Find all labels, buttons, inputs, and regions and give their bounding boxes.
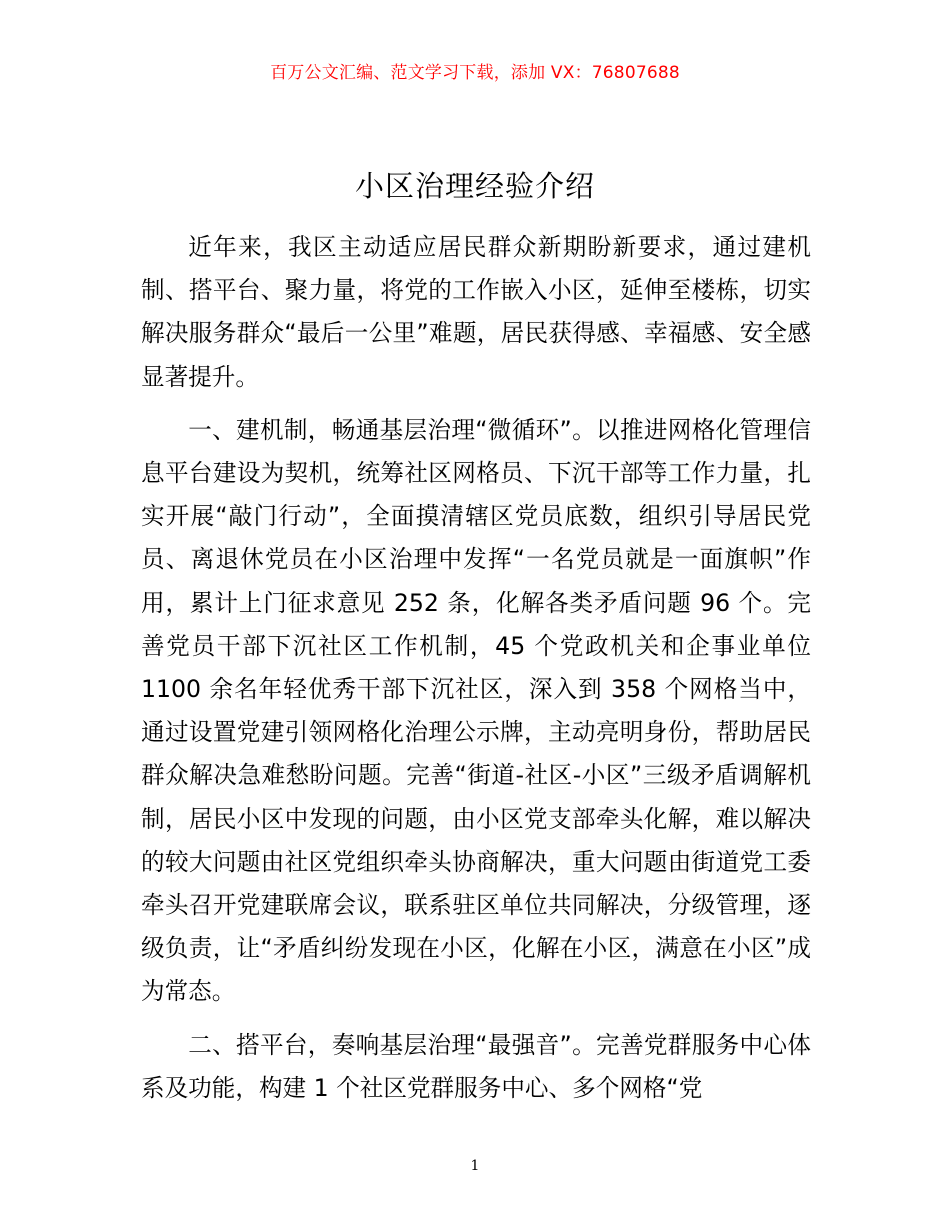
paragraph-section-2: 二、搭平台，奏响基层治理“最强音”。完善党群服务中心体系及功能，构建 1 个社区党群服务中心、多个网格“党 [141,1030,811,1102]
watermark-header: 百万公文汇编、范文学习下载，添加 VX：76807688 [270,63,680,83]
document-body [141,226,811,1110]
paragraph-section-1: 一、建机制，畅通基层治理“微循环”。以推进网格化管理信息平台建设为契机，统筹社区网格员、下沉干部等工作力量，扎实开展“敲门行动”，全面摸清辖区党员底数，组织引导居民党员、离退休党员在小区治理中发挥“一名党员就是一面旗帜”作用，累计上门征求意见 252 条，化解各类矛盾问题 96 个。完善党员干部下沉社区工作机制，45 个党政机关和企事业单位 1100 余名年轻优秀干部下沉社区，深入到 358 个网格当中，通过设置党建引领网格化治理公示牌，主动亮明身份，帮助居民群众解决急难愁盼问题。完善“街道-社区-小区”三级矛盾调解机制，居民小区中发现的问题，由小区党支部牵头化解，难以解决的较大问题由社区党组织牵头协商解决，重大问题由街道党工委牵头召开党建联席会议，联系驻区单位共同解决，分级管理，逐级负责，让“矛盾纠纷发现在小区，化解在小区，满意在小区”成为常态。 [141,415,811,1006]
paragraph-intro: 近年来，我区主动适应居民群众新期盼新要求，通过建机制、搭平台、聚力量，将党的工作嵌入小区，延伸至楼栋，切实解决服务群众“最后一公里”难题，居民获得感、幸福感、安全感显著提升。 [141,233,811,391]
document-title: 小区治理经验介绍 [354,169,595,203]
page-number: 1 [470,1158,480,1174]
